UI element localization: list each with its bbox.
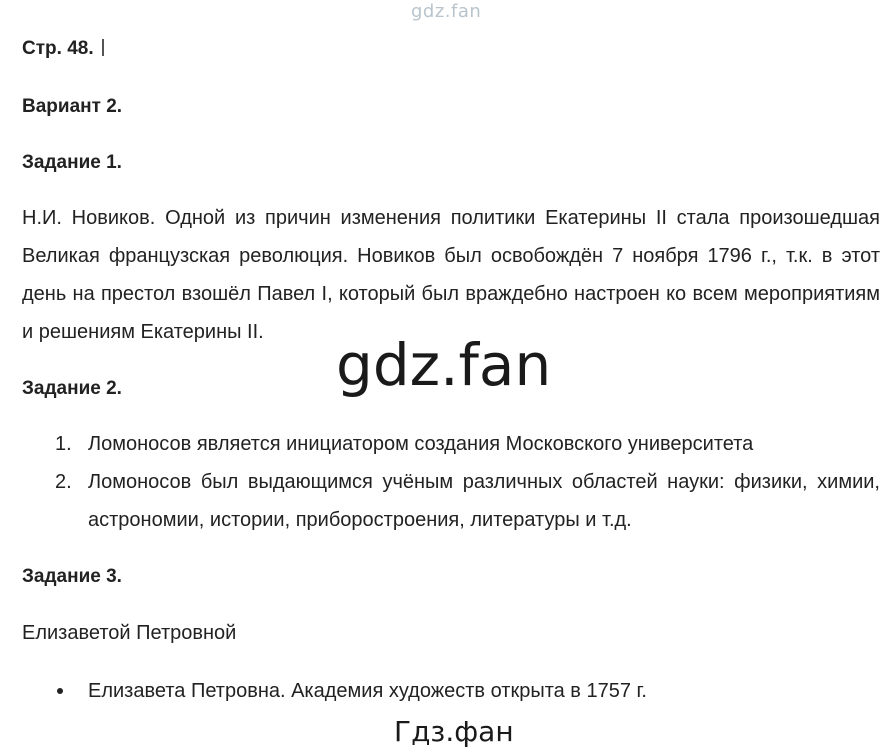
watermark-bottom: Гдз.фан xyxy=(394,715,514,748)
watermark-center: gdz.fan xyxy=(336,331,552,399)
list-item-number: 1. xyxy=(55,433,72,455)
variant-heading: Вариант 2. xyxy=(22,96,123,117)
task1-heading: Задание 1. xyxy=(22,152,122,173)
task1-text: Н.И. Новиков. Одной из причин изменения политики Екатерины II стала произошедшая Великая французская революция. Новиков был освобождён 7 ноября 1796 г., т.к. в этот день на престол взошёл Павел I, который был враждебно настроен ко всем мероприятиям и решениям Екатерины II. xyxy=(22,207,880,343)
text-cursor-mark xyxy=(102,39,104,56)
task2-heading: Задание 2. xyxy=(22,378,122,399)
task2-list xyxy=(22,425,880,539)
bullet-dot-icon xyxy=(57,688,63,694)
task3-heading: Задание 3. xyxy=(22,566,122,587)
list-item-text: Ломоносов был выдающимся учёным различных областей науки: физики, химии, астрономии, истории, приборостроения, литературы и т.д. xyxy=(88,471,880,531)
bullet-item-text: Елизавета Петровна. Академия художеств открыта в 1757 г. xyxy=(88,680,647,702)
task2-list-item xyxy=(22,463,880,539)
list-item-number: 2. xyxy=(55,471,72,493)
task3-answer: Елизаветой Петровной xyxy=(22,622,237,644)
watermark-top: gdz.fan xyxy=(411,1,482,22)
page-reference xyxy=(22,38,104,60)
page-reference-text: Стр. 48. xyxy=(22,38,94,59)
task2-list-item xyxy=(22,425,880,463)
list-item-text: Ломоносов является инициатором создания Московского университета xyxy=(88,433,754,455)
